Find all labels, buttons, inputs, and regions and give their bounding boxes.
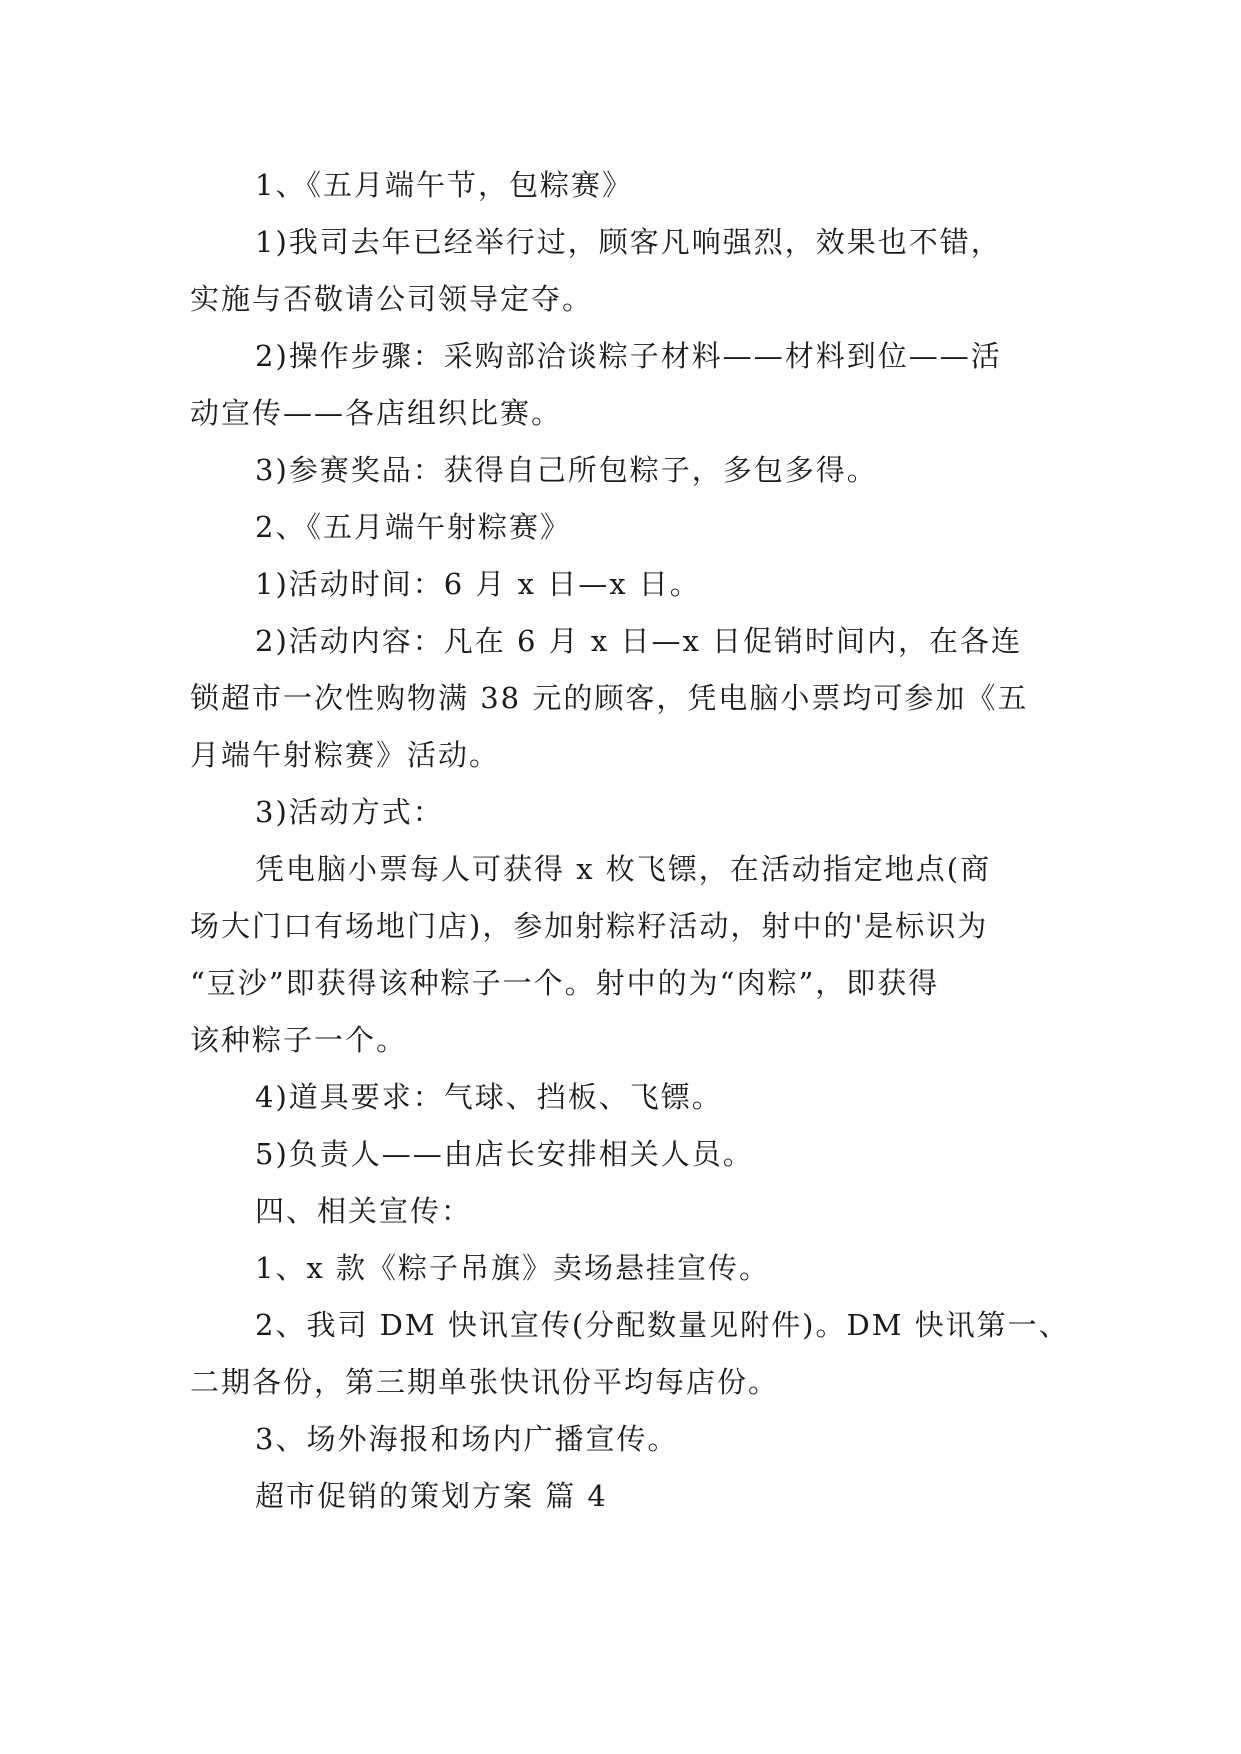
paragraph-line: 2、我司 DM 快讯宣传(分配数量见附件)。DM 快讯第一、 bbox=[255, 1308, 1070, 1342]
section-title: 超市促销的策划方案 篇 4 bbox=[255, 1479, 608, 1513]
paragraph-line: 动宣传——各店组织比赛。 bbox=[190, 396, 563, 430]
paragraph-line: 凭电脑小票每人可获得 x 枚飞镖，在活动指定地点(商 bbox=[255, 852, 992, 886]
paragraph-line: 锁超市一次性购物满 38 元的顾客，凭电脑小票均可参加《五 bbox=[190, 681, 1029, 715]
paragraph-line: 3)参赛奖品：获得自己所包粽子，多包多得。 bbox=[255, 453, 878, 487]
paragraph-line: 二期各份，第三期单张快讯份平均每店份。 bbox=[190, 1365, 780, 1399]
paragraph-line: 该种粽子一个。 bbox=[190, 1023, 408, 1057]
section-heading: 四、相关宣传： bbox=[255, 1194, 473, 1228]
paragraph-line: 场大门口有场地门店)，参加射粽籽活动，射中的'是标识为 bbox=[190, 909, 989, 943]
paragraph-line: 2)操作步骤：采购部洽谈粽子材料——材料到位——活 bbox=[255, 339, 1002, 373]
item-heading-1: 1、《五月端午节，包粽赛》 bbox=[255, 168, 633, 202]
paragraph-line: 1、x 款《粽子吊旗》卖场悬挂宣传。 bbox=[255, 1251, 771, 1285]
paragraph-line: “豆沙”即获得该种粽子一个。射中的为“肉粽”，即获得 bbox=[190, 966, 940, 1000]
paragraph-line: 1)活动时间：6 月 x 日—x 日。 bbox=[255, 567, 701, 601]
paragraph-line: 2)活动内容：凡在 6 月 x 日—x 日促销时间内，在各连 bbox=[255, 624, 1023, 658]
paragraph-line: 月端午射粽赛》活动。 bbox=[190, 738, 501, 772]
paragraph-line: 1)我司去年已经举行过，顾客凡响强烈，效果也不错， bbox=[255, 225, 1002, 259]
paragraph-line: 3)活动方式： bbox=[255, 795, 444, 829]
paragraph-line: 4)道具要求：气球、挡板、飞镖。 bbox=[255, 1080, 723, 1114]
paragraph-line: 3、场外海报和场内广播宣传。 bbox=[255, 1422, 679, 1456]
paragraph-line: 5)负责人——由店长安排相关人员。 bbox=[255, 1137, 754, 1171]
paragraph-line: 实施与否敬请公司领导定夺。 bbox=[190, 282, 594, 316]
item-heading-2: 2、《五月端午射粽赛》 bbox=[255, 510, 571, 544]
